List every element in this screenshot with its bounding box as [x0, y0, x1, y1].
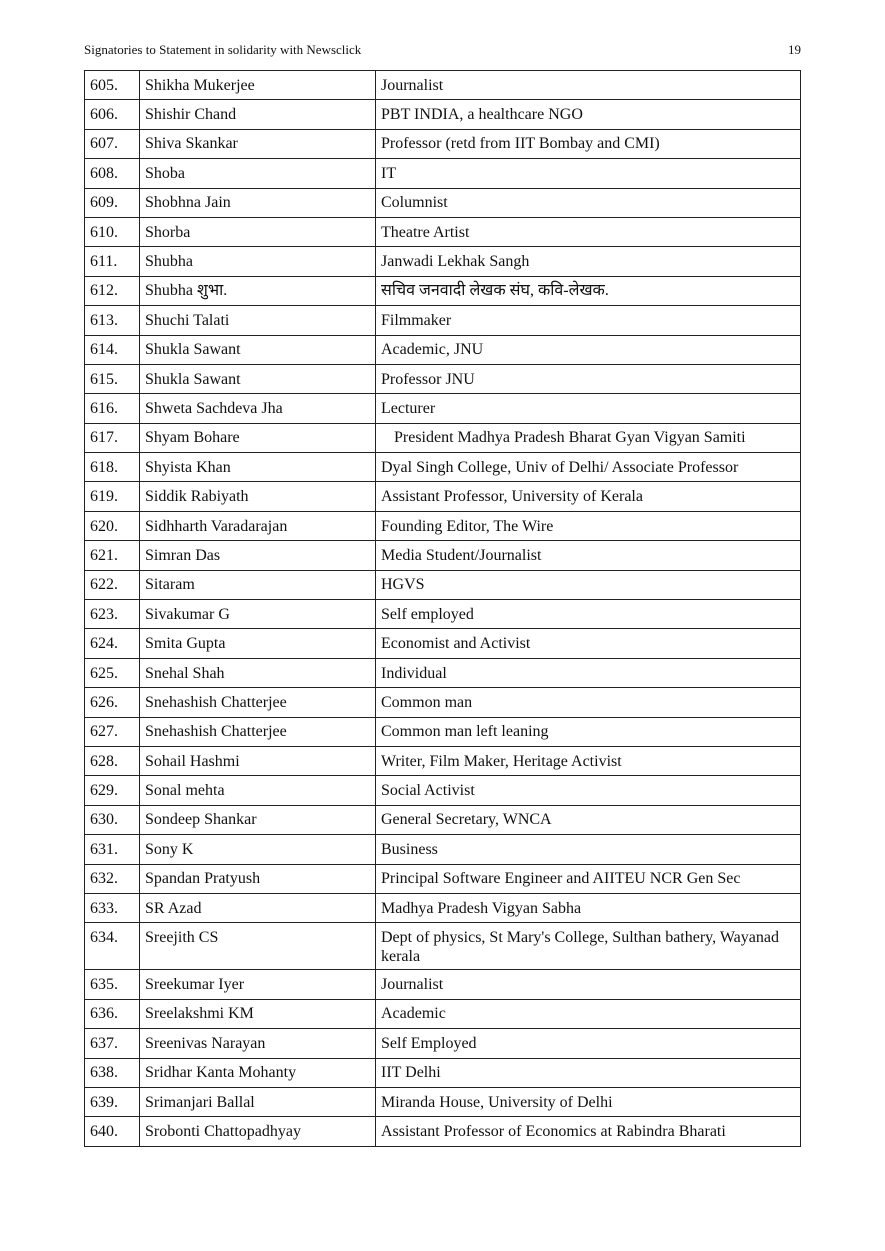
signatory-name: Siddik Rabiyath: [140, 482, 376, 511]
row-number: 622.: [85, 570, 140, 599]
table-row: [85, 541, 801, 570]
table-row: [85, 600, 801, 629]
signatory-affiliation: Dyal Singh College, Univ of Delhi/ Associate Professor: [376, 453, 801, 482]
signatory-name: Sondeep Shankar: [140, 805, 376, 834]
row-number: 637.: [85, 1029, 140, 1058]
signatory-name: Shorba: [140, 217, 376, 246]
table-row: [85, 746, 801, 775]
signatory-affiliation: Professor (retd from IIT Bombay and CMI): [376, 129, 801, 158]
signatory-affiliation: IIT Delhi: [376, 1058, 801, 1087]
table-row: [85, 482, 801, 511]
row-number: 619.: [85, 482, 140, 511]
table-row: [85, 1029, 801, 1058]
signatory-affiliation: Self Employed: [376, 1029, 801, 1058]
row-number: 613.: [85, 306, 140, 335]
signatory-affiliation: Academic: [376, 999, 801, 1028]
table-row: [85, 71, 801, 100]
signatory-affiliation: Journalist: [376, 970, 801, 999]
signatory-name: Shishir Chand: [140, 100, 376, 129]
row-number: 635.: [85, 970, 140, 999]
signatory-affiliation: Assistant Professor, University of Kerala: [376, 482, 801, 511]
table-row: [85, 247, 801, 276]
row-number: 615.: [85, 364, 140, 393]
row-number: 630.: [85, 805, 140, 834]
signatory-affiliation: Miranda House, University of Delhi: [376, 1087, 801, 1116]
table-row: [85, 423, 801, 452]
row-number: 629.: [85, 776, 140, 805]
table-row: [85, 570, 801, 599]
table-row: [85, 688, 801, 717]
signatory-name: Sreelakshmi KM: [140, 999, 376, 1028]
signatory-affiliation: Business: [376, 835, 801, 864]
row-number: 614.: [85, 335, 140, 364]
signatory-name: Shubha शुभा.: [140, 276, 376, 305]
signatory-name: Sonal mehta: [140, 776, 376, 805]
row-number: 623.: [85, 600, 140, 629]
signatory-name: Shuchi Talati: [140, 306, 376, 335]
signatory-affiliation: Common man: [376, 688, 801, 717]
signatory-affiliation: Self employed: [376, 600, 801, 629]
row-number: 606.: [85, 100, 140, 129]
signatory-name: Srimanjari Ballal: [140, 1087, 376, 1116]
signatory-name: Snehashish Chatterjee: [140, 717, 376, 746]
signatory-affiliation: Social Activist: [376, 776, 801, 805]
signatories-table: [84, 70, 801, 1147]
row-number: 634.: [85, 923, 140, 970]
signatory-affiliation: Individual: [376, 658, 801, 687]
signatory-affiliation: Academic, JNU: [376, 335, 801, 364]
table-row: [85, 335, 801, 364]
row-number: 631.: [85, 835, 140, 864]
table-row: [85, 629, 801, 658]
row-number: 639.: [85, 1087, 140, 1116]
signatory-affiliation: IT: [376, 159, 801, 188]
signatory-affiliation: Writer, Film Maker, Heritage Activist: [376, 746, 801, 775]
row-number: 618.: [85, 453, 140, 482]
table-row: [85, 717, 801, 746]
table-row: [85, 864, 801, 893]
signatory-name: Shobhna Jain: [140, 188, 376, 217]
table-row: [85, 1058, 801, 1087]
signatory-name: Shukla Sawant: [140, 364, 376, 393]
signatory-affiliation: Madhya Pradesh Vigyan Sabha: [376, 893, 801, 922]
table-row: [85, 1117, 801, 1146]
signatory-name: Sony K: [140, 835, 376, 864]
signatory-name: SR Azad: [140, 893, 376, 922]
table-row: [85, 776, 801, 805]
signatory-name: Shikha Mukerjee: [140, 71, 376, 100]
signatory-name: Smita Gupta: [140, 629, 376, 658]
table-row: [85, 923, 801, 970]
table-row: [85, 394, 801, 423]
signatory-affiliation: Janwadi Lekhak Sangh: [376, 247, 801, 276]
table-row: [85, 364, 801, 393]
signatory-name: Sidhharth Varadarajan: [140, 511, 376, 540]
signatory-affiliation: Professor JNU: [376, 364, 801, 393]
signatory-affiliation: Columnist: [376, 188, 801, 217]
table-row: [85, 276, 801, 305]
table-row: [85, 893, 801, 922]
row-number: 611.: [85, 247, 140, 276]
row-number: 632.: [85, 864, 140, 893]
row-number: 626.: [85, 688, 140, 717]
signatory-affiliation: General Secretary, WNCA: [376, 805, 801, 834]
row-number: 605.: [85, 71, 140, 100]
row-number: 608.: [85, 159, 140, 188]
table-row: [85, 100, 801, 129]
row-number: 624.: [85, 629, 140, 658]
signatory-name: Sreejith CS: [140, 923, 376, 970]
signatory-name: Snehal Shah: [140, 658, 376, 687]
row-number: 633.: [85, 893, 140, 922]
signatory-affiliation: Principal Software Engineer and AIITEU NCR Gen Sec: [376, 864, 801, 893]
signatory-affiliation: सचिव जनवादी लेखक संघ, कवि-लेखक.: [376, 276, 801, 305]
table-row: [85, 217, 801, 246]
signatory-name: Sridhar Kanta Mohanty: [140, 1058, 376, 1087]
signatory-affiliation: President Madhya Pradesh Bharat Gyan Vigyan Samiti: [376, 423, 801, 452]
table-row: [85, 658, 801, 687]
signatory-affiliation: Assistant Professor of Economics at Rabindra Bharati: [376, 1117, 801, 1146]
header-title: Signatories to Statement in solidarity with Newsclick: [84, 42, 362, 57]
table-row: [85, 835, 801, 864]
signatory-name: Sitaram: [140, 570, 376, 599]
page-header: [84, 41, 801, 59]
signatory-name: Snehashish Chatterjee: [140, 688, 376, 717]
signatory-affiliation: PBT INDIA, a healthcare NGO: [376, 100, 801, 129]
table-row: [85, 1087, 801, 1116]
table-row: [85, 129, 801, 158]
table-row: [85, 188, 801, 217]
row-number: 610.: [85, 217, 140, 246]
signatory-name: Shyam Bohare: [140, 423, 376, 452]
table-row: [85, 970, 801, 999]
signatory-affiliation: Dept of physics, St Mary's College, Sulthan bathery, Wayanad kerala: [376, 923, 801, 970]
row-number: 609.: [85, 188, 140, 217]
signatory-name: Shubha: [140, 247, 376, 276]
signatory-name: Shoba: [140, 159, 376, 188]
row-number: 628.: [85, 746, 140, 775]
table-row: [85, 805, 801, 834]
signatory-affiliation: Journalist: [376, 71, 801, 100]
row-number: 607.: [85, 129, 140, 158]
signatory-affiliation: Founding Editor, The Wire: [376, 511, 801, 540]
signatory-affiliation: Lecturer: [376, 394, 801, 423]
row-number: 612.: [85, 276, 140, 305]
row-number: 625.: [85, 658, 140, 687]
row-number: 640.: [85, 1117, 140, 1146]
row-number: 638.: [85, 1058, 140, 1087]
signatory-name: Sreenivas Narayan: [140, 1029, 376, 1058]
row-number: 621.: [85, 541, 140, 570]
signatory-affiliation: Common man left leaning: [376, 717, 801, 746]
signatory-name: Sivakumar G: [140, 600, 376, 629]
signatory-affiliation: Filmmaker: [376, 306, 801, 335]
signatory-affiliation: Economist and Activist: [376, 629, 801, 658]
row-number: 620.: [85, 511, 140, 540]
signatory-name: Sreekumar Iyer: [140, 970, 376, 999]
signatory-name: Spandan Pratyush: [140, 864, 376, 893]
table-row: [85, 453, 801, 482]
row-number: 616.: [85, 394, 140, 423]
signatory-name: Sohail Hashmi: [140, 746, 376, 775]
page-number: 19: [788, 42, 801, 57]
signatory-name: Shukla Sawant: [140, 335, 376, 364]
signatory-name: Simran Das: [140, 541, 376, 570]
row-number: 636.: [85, 999, 140, 1028]
signatory-affiliation: HGVS: [376, 570, 801, 599]
table-row: [85, 999, 801, 1028]
signatory-name: Srobonti Chattopadhyay: [140, 1117, 376, 1146]
row-number: 617.: [85, 423, 140, 452]
signatory-name: Shyista Khan: [140, 453, 376, 482]
signatory-affiliation: Theatre Artist: [376, 217, 801, 246]
signatory-affiliation: Media Student/Journalist: [376, 541, 801, 570]
table-row: [85, 159, 801, 188]
row-number: 627.: [85, 717, 140, 746]
table-row: [85, 511, 801, 540]
signatory-name: Shweta Sachdeva Jha: [140, 394, 376, 423]
table-row: [85, 306, 801, 335]
signatory-name: Shiva Skankar: [140, 129, 376, 158]
